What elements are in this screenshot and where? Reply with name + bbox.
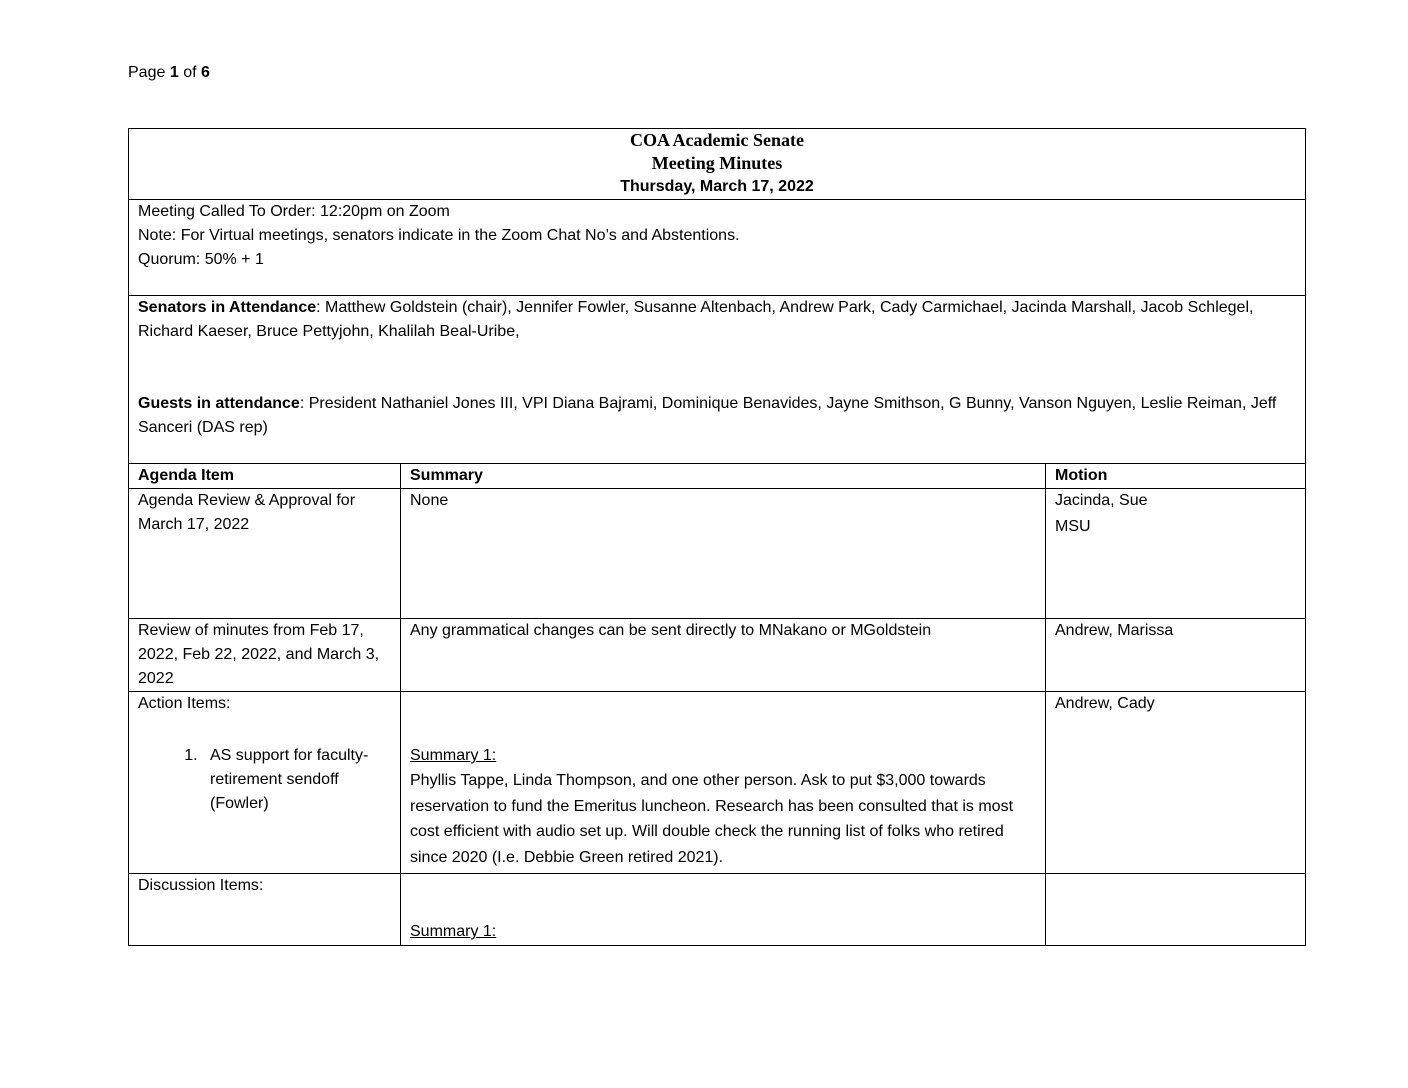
agenda-cell: Review of minutes from Feb 17, 2022, Feb 22, 2022, and March 3, 2022 — [129, 619, 401, 692]
table-row — [129, 692, 1306, 874]
summary-title: Summary 1: — [410, 747, 497, 764]
guests-label: Guests in attendance — [138, 395, 300, 412]
senators-list: : Matthew Goldstein (chair), Jennifer Fowler, Susanne Altenbach, Andrew Park, Cady Carmichael, Jacinda Marshall, Jacob Schlegel, Richard Kaeser, Bruce Pettyjohn, Khalilah Beal-Uribe, — [138, 299, 1254, 340]
summary-text: Phyllis Tappe, Linda Thompson, and one other person. Ask to put $3,000 towards reservation to fund the Emeritus luncheon. Research has been consulted that is most cost efficient with audio set up. Will double check the running list of folks who retired since 2020 (I.e. Debbie Green retired 2021). — [410, 772, 1014, 866]
motion-cell: Andrew, Cady — [1046, 692, 1306, 874]
agenda-cell: Discussion Items: — [129, 874, 401, 946]
guests-list: : President Nathaniel Jones III, VPI Diana Bajrami, Dominique Benavides, Jayne Smithson, G Bunny, Vanson Nguyen, Leslie Reiman, Jeff Sanceri (DAS rep) — [138, 395, 1277, 436]
summary-cell — [401, 692, 1046, 874]
senators-attendance — [138, 296, 1296, 344]
col-header-motion: Motion — [1046, 464, 1306, 489]
meeting-date: Thursday, March 17, 2022 — [620, 178, 814, 195]
col-header-summary: Summary — [401, 464, 1046, 489]
table-row — [129, 619, 1306, 692]
virtual-note: Note: For Virtual meetings, senators indicate in the Zoom Chat No’s and Abstentions. — [138, 227, 740, 244]
summary-cell: None — [401, 489, 1046, 619]
document-subtitle: Meeting Minutes — [651, 153, 783, 173]
summary-cell — [401, 874, 1046, 946]
meeting-info-cell — [129, 200, 1306, 296]
summary-cell: Any grammatical changes can be sent directly to MNakano or MGoldstein — [401, 619, 1046, 692]
table-row — [129, 874, 1306, 946]
motion-cell: Andrew, Marissa — [1046, 619, 1306, 692]
header-cell — [129, 129, 1306, 200]
action-items-list — [138, 744, 391, 816]
agenda-cell: Agenda Review & Approval for March 17, 2022 — [129, 489, 401, 619]
motion-cell — [1046, 489, 1306, 619]
agenda-heading: Action Items: — [138, 695, 231, 712]
table-row — [129, 489, 1306, 619]
page-number — [128, 64, 210, 82]
motion-result: MSU — [1055, 518, 1091, 535]
page-label: Page — [128, 64, 166, 81]
page-of: of — [183, 64, 197, 81]
list-item: 1. AS support for faculty-retirement sendoff (Fowler) — [202, 744, 391, 816]
senators-label: Senators in Attendance — [138, 299, 317, 316]
motion-text: Jacinda, Sue — [1055, 492, 1148, 509]
motion-cell — [1046, 874, 1306, 946]
col-header-agenda: Agenda Item — [129, 464, 401, 489]
agenda-cell — [129, 692, 401, 874]
attendance-cell — [129, 296, 1306, 464]
call-to-order: Meeting Called To Order: 12:20pm on Zoom — [138, 203, 450, 220]
summary-title: Summary 1: — [410, 923, 497, 940]
document-title: COA Academic Senate — [630, 130, 804, 150]
quorum: Quorum: 50% + 1 — [138, 251, 264, 268]
guests-attendance — [138, 392, 1296, 440]
minutes-table — [128, 128, 1306, 946]
page-total: 6 — [200, 64, 210, 81]
page-current: 1 — [169, 64, 179, 81]
